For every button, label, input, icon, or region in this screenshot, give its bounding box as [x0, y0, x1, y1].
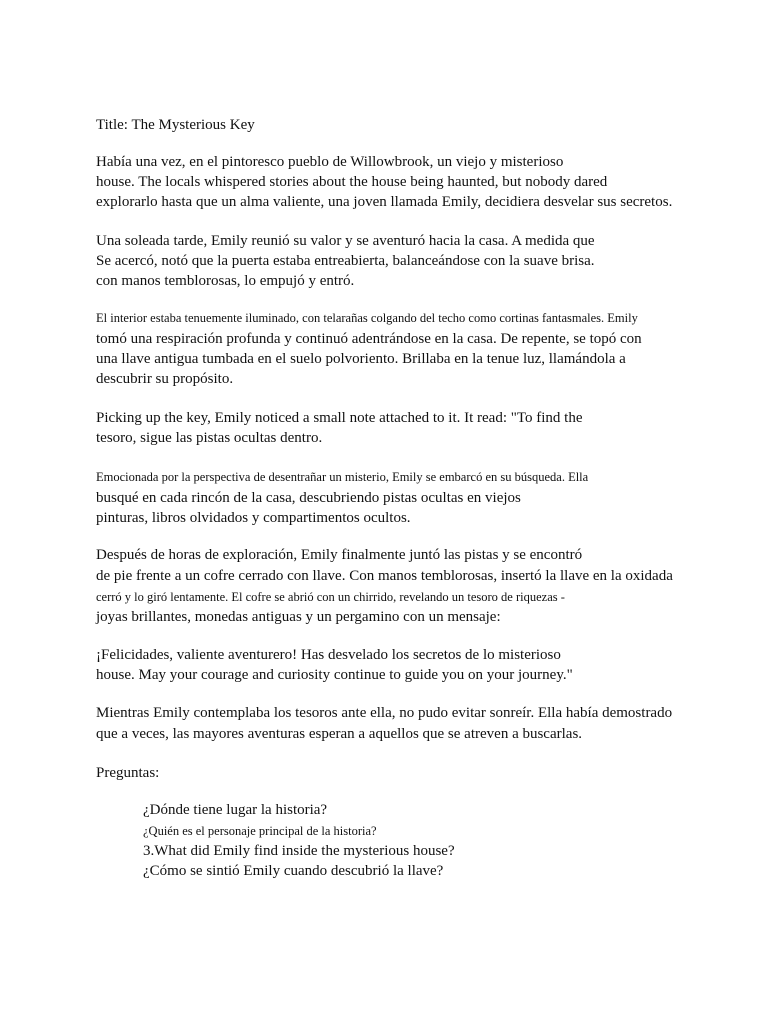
paragraph-line: descubrir su propósito.	[96, 371, 234, 387]
paragraph-line: Picking up the key, Emily noticed a small note attached to it. It read: "To find the	[96, 410, 583, 426]
document-title: Title: The Mysterious Key	[96, 117, 255, 133]
paragraph-line: house. May your courage and curiosity continue to guide you on your journey."	[96, 667, 573, 683]
paragraph-line: que a veces, las mayores aventuras esperan a aquellos que se atreven a buscarlas.	[96, 726, 583, 742]
paragraph-line: Después de horas de exploración, Emily finalmente juntó las pistas y se encontró	[96, 547, 583, 563]
questions-heading: Preguntas:	[96, 765, 160, 781]
paragraph-line: explorarlo hasta que un alma valiente, una joven llamada Emily, decidiera desvelar sus secretos.	[96, 194, 673, 210]
paragraph-line: una llave antigua tumbada en el suelo polvoriento. Brillaba en la tenue luz, llamándola a	[96, 351, 626, 367]
question-item: 3.What did Emily find inside the mysterious house?	[143, 843, 455, 859]
paragraph-line: house. The locals whispered stories about the house being haunted, but nobody dared	[96, 174, 608, 190]
paragraph-line: con manos temblorosas, lo empujó y entró.	[96, 273, 355, 289]
paragraph-line: joyas brillantes, monedas antiguas y un pergamino con un mensaje:	[96, 609, 501, 625]
paragraph-line: ¡Felicidades, valiente aventurero! Has desvelado los secretos de lo misterioso	[96, 647, 561, 663]
question-item: ¿Cómo se sintió Emily cuando descubrió la llave?	[143, 863, 444, 879]
paragraph-line: Una soleada tarde, Emily reunió su valor y se aventuró hacia la casa. A medida que	[96, 233, 595, 249]
question-item: ¿Quién es el personaje principal de la historia?	[143, 824, 377, 838]
question-item: ¿Dónde tiene lugar la historia?	[143, 802, 328, 818]
paragraph-line: cerró y lo giró lentamente. El cofre se abrió con un chirrido, revelando un tesoro de riquezas -	[96, 590, 565, 604]
paragraph-line: El interior estaba tenuemente iluminado, con telarañas colgando del techo como cortinas fantasmales. Emily	[96, 311, 638, 325]
paragraph-line: de pie frente a un cofre cerrado con llave. Con manos temblorosas, insertó la llave en la oxidada	[96, 568, 673, 584]
paragraph-line: busqué en cada rincón de la casa, descubriendo pistas ocultas en viejos	[96, 490, 521, 506]
paragraph-line: Emocionada por la perspectiva de desentrañar un misterio, Emily se embarcó en su búsqueda. Ella	[96, 470, 589, 484]
paragraph-line: Había una vez, en el pintoresco pueblo de Willowbrook, un viejo y misterioso	[96, 154, 564, 170]
paragraph-line: Se acercó, notó que la puerta estaba entreabierta, balanceándose con la suave brisa.	[96, 253, 595, 269]
paragraph-line: tesoro, sigue las pistas ocultas dentro.	[96, 430, 323, 446]
paragraph-line: tomó una respiración profunda y continuó adentrándose en la casa. De repente, se topó con	[96, 331, 642, 347]
paragraph-line: pinturas, libros olvidados y compartimentos ocultos.	[96, 510, 411, 526]
paragraph-line: Mientras Emily contemplaba los tesoros ante ella, no pudo evitar sonreír. Ella había demostrado	[96, 705, 673, 721]
